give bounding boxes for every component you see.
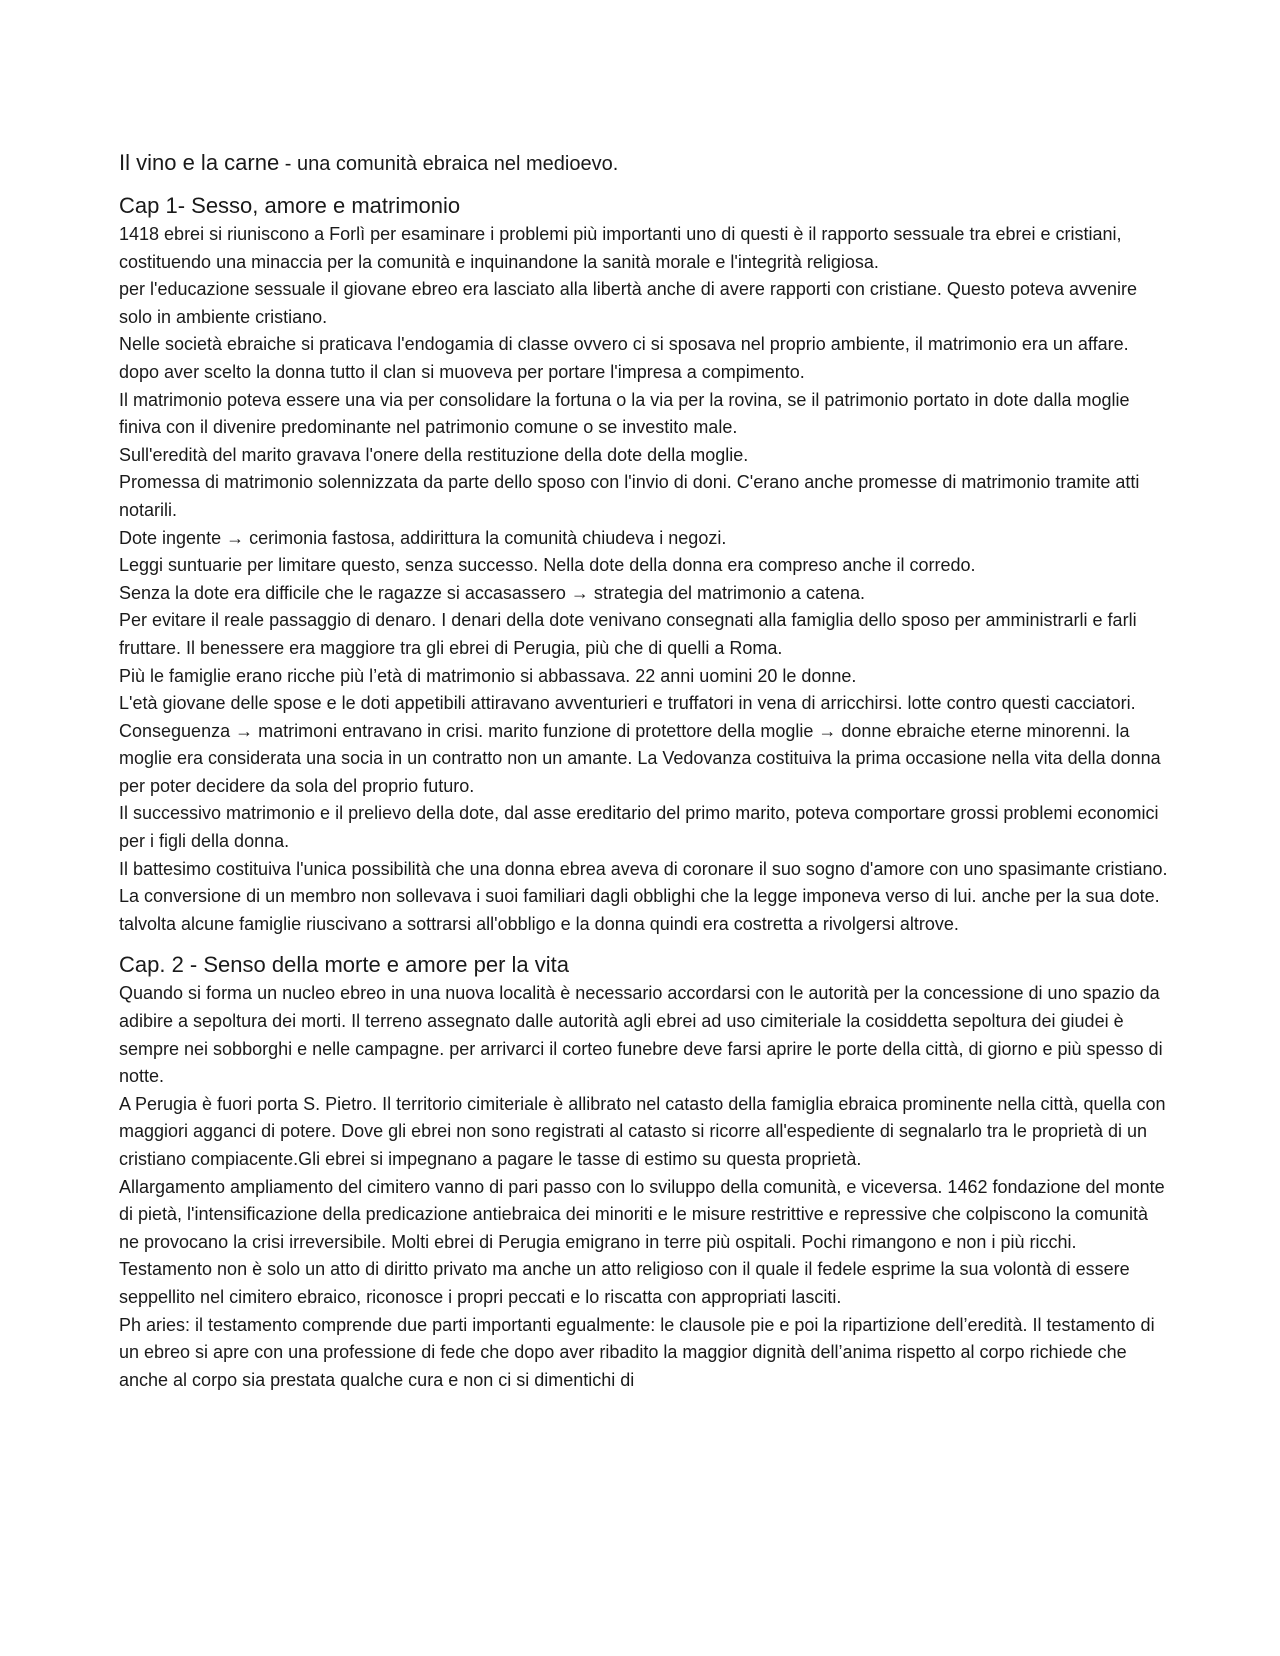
paragraph: Leggi suntuarie per limitare questo, senza successo. Nella dote della donna era compreso anche il corredo. <box>119 555 976 576</box>
paragraph: L'età giovane delle spose e le doti appetibili attiravano avventurieri e truffatori in vena di arricchirsi. lotte contro questi cacciatori. <box>119 693 1136 714</box>
paragraph: Sull'eredità del marito gravava l'onere della restituzione della dote della moglie. <box>119 444 749 465</box>
paragraph: A Perugia è fuori porta S. Pietro. Il territorio cimiteriale è allibrato nel catasto della famiglia ebraica prominente nella città, quella con maggiori agganci di potere. Dove gli ebrei non sono registrati al catasto si ricorre all'espediente di segnalarlo tra le proprietà di un cristiano compiacente.Gli ebrei si impegnano a pagare le tasse di estimo su questa proprietà. <box>119 1093 1166 1169</box>
chapter-1 <box>119 191 1169 938</box>
paragraph: Il successivo matrimonio e il prelievo della dote, dal asse ereditario del primo marito, poteva comportare grossi problemi economici per i figli della donna. <box>119 803 1159 852</box>
paragraph: Conseguenza → matrimoni entravano in crisi. marito funzione di protettore della moglie → donne ebraiche eterne minorenni. la moglie era considerata una socia in un contratto non un amante. La Vedovanza costituiva la prima occasione nella vita della donna per poter decidere da sola del proprio futuro. <box>119 720 1161 796</box>
paragraph: Allargamento ampliamento del cimitero vanno di pari passo con lo sviluppo della comunità, e viceversa. 1462 fondazione del monte di pietà, l'intensificazione della predicazione antiebraica dei minoriti e le misure restrittive e repressive che colpiscono la comunità ne provocano la crisi irreversibile. Molti ebrei di Perugia emigrano in terre più ospitali. Pochi rimangono e non i più ricchi. <box>119 1176 1165 1252</box>
paragraph: Nelle società ebraiche si praticava l'endogamia di classe ovvero ci si sposava nel proprio ambiente, il matrimonio era un affare. dopo aver scelto la donna tutto il clan si muoveva per portare l'impresa a compimento. <box>119 334 1129 382</box>
chapter-2 <box>119 950 1169 1394</box>
paragraph: Per evitare il reale passaggio di denaro. I denari della dote venivano consegnati alla famiglia dello sposo per amministrarli e farli fruttare. Il benessere era maggiore tra gli ebrei di Perugia, più che di quelli a Roma. <box>119 610 1137 658</box>
paragraph: per l'educazione sessuale il giovane ebreo era lasciato alla libertà anche di avere rapporti con cristiane. Questo poteva avvenire solo in ambiente cristiano. <box>119 279 1138 327</box>
paragraph: Quando si forma un nucleo ebreo in una nuova località è necessario accordarsi con le autorità per la concessione di uno spazio da adibire a sepoltura dei morti. Il terreno assegnato dalle autorità agli ebrei ad uso cimiteriale la cosiddetta sepoltura dei giudei è sempre nei sobborghi e nelle campagne. per arrivarci il corteo funebre deve farsi aprire le porte della città, di giorno e più spesso di notte. <box>119 983 1163 1087</box>
chapter-title: Cap 1- Sesso, amore e matrimonio <box>119 193 461 218</box>
paragraph: Testamento non è solo un atto di diritto privato ma anche un atto religioso con il quale il fedele esprime la sua volontà di essere seppellito nel cimitero ebraico, riconosce i propri peccati e lo riscatta con appropriati lasciti. <box>119 1259 1130 1307</box>
paragraph: Dote ingente → cerimonia fastosa, addirittura la comunità chiudeva i negozi. <box>119 527 727 548</box>
document-title-main: Il vino e la carne <box>119 150 280 175</box>
paragraph: Promessa di matrimonio solennizzata da parte dello sposo con l'invio di doni. C'erano anche promesse di matrimonio tramite atti notarili. <box>119 472 1140 520</box>
paragraph: Più le famiglie erano ricche più l’età di matrimonio si abbassava. 22 anni uomini 20 le donne. <box>119 665 857 686</box>
paragraph: Senza la dote era difficile che le ragazze si accasassero → strategia del matrimonio a catena. <box>119 582 866 603</box>
paragraph: Il matrimonio poteva essere una via per consolidare la fortuna o la via per la rovina, se il patrimonio portato in dote dalla moglie finiva con il divenire predominante nel patrimonio comune o se investito male. <box>119 389 1130 438</box>
document-title <box>119 148 1169 179</box>
paragraph: Ph aries: il testamento comprende due parti importanti egualmente: le clausole pie e poi la ripartizione dell’eredità. Il testamento di un ebreo si apre con una professione di fede che dopo aver ribadito la maggior dignità dell’anima rispetto al corpo richiede che anche al corpo sia prestata qualche cura e non ci si dimentichi di <box>119 1314 1155 1390</box>
paragraph: Il battesimo costituiva l'unica possibilità che una donna ebrea aveva di coronare il suo sogno d'amore con uno spasimante cristiano. La conversione di un membro non sollevava i suoi familiari dagli obblighi che la legge imponeva verso di lui. anche per la sua dote. talvolta alcune famiglie riuscivano a sottrarsi all'obbligo e la donna quindi era costretta a rivolgersi altrove. <box>119 858 1168 934</box>
paragraph: 1418 ebrei si riuniscono a Forlì per esaminare i problemi più importanti uno di questi è il rapporto sessuale tra ebrei e cristiani, costituendo una minaccia per la comunità e inquinandone la sanità morale e l'integrità religiosa. <box>119 224 1122 272</box>
document-page <box>119 148 1169 1406</box>
chapter-title: Cap. 2 - Senso della morte e amore per la vita <box>119 952 570 978</box>
document-title-subtitle: - una comunità ebraica nel medioevo. <box>279 153 619 175</box>
